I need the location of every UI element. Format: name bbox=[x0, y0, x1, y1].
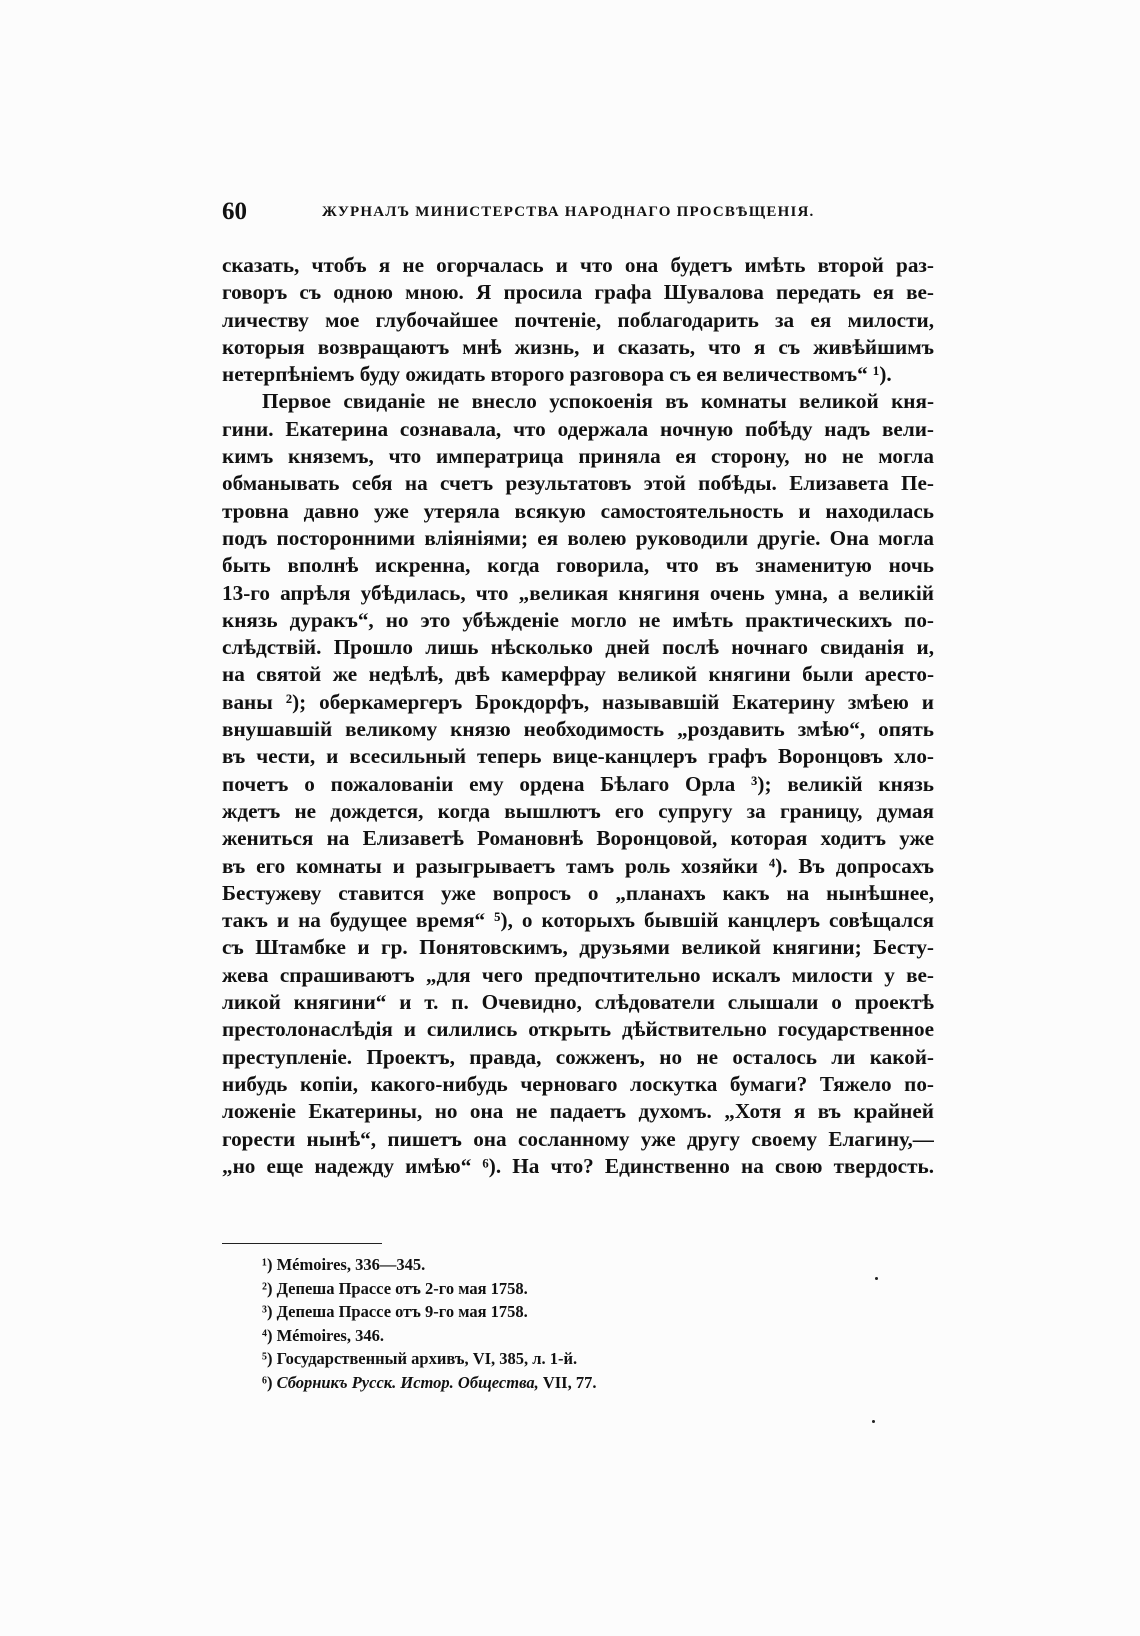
footnote-mark: ¹) bbox=[262, 1255, 273, 1274]
text-line: въ его комнаты и разыгрываетъ тамъ роль хозяйки ⁴). Въ допросахъ bbox=[222, 853, 934, 878]
text-line: обманывать себя на счетъ результатовъ этой побѣды. Елизавета Пе- bbox=[222, 471, 934, 496]
text-line: говоръ съ одною мною. Я просила графа Шувалова передать ея ве- bbox=[222, 280, 934, 305]
footnote bbox=[262, 1277, 862, 1301]
footnote bbox=[262, 1300, 862, 1324]
footnote bbox=[262, 1347, 862, 1371]
text-line: ложеніе Екатерины, но она не падаетъ духомъ. „Хотя я въ крайней bbox=[222, 1099, 934, 1124]
text-line: ждетъ не дождется, когда вышлютъ его супругу за границу, думая bbox=[222, 798, 934, 823]
text-line: сказать, чтобъ я не огорчалась и что она будетъ имѣть второй раз- bbox=[222, 253, 934, 277]
footnote-text: Депеша Прассе отъ 2-го мая 1758. bbox=[276, 1278, 528, 1298]
text-line: почетъ о пожалованіи ему ордена Бѣлаго Орла ³); великій князь bbox=[222, 771, 934, 796]
footnote-text: Депеша Прассе отъ 9-го мая 1758. bbox=[276, 1302, 528, 1322]
text-line: на святой же недѣлѣ, двѣ камерфрау великой княгини были аресто- bbox=[222, 662, 934, 687]
text-line: такъ и на будущее время“ ⁵), о которыхъ бывшій канцлеръ совѣщался bbox=[222, 908, 934, 933]
footnote-text: Mémoires, 346. bbox=[276, 1325, 384, 1345]
text-line: подъ посторонними вліяніями; ея волею руководили другіе. Она могла bbox=[222, 525, 934, 550]
footnote-mark: ⁵) bbox=[262, 1349, 273, 1369]
footnote-mark: ⁶) bbox=[262, 1372, 273, 1392]
page-number: 60 bbox=[222, 198, 247, 225]
text-line: нетерпѣніемъ буду ожидать второго разговора съ ея величествомъ“ ¹). bbox=[222, 362, 892, 387]
text-line: 13-го апрѣля убѣдилась, что „великая княгиня очень умна, а великій bbox=[222, 580, 934, 605]
text-line: жева спрашиваютъ „для чего предпочтительно искалъ милости у ве- bbox=[222, 962, 934, 987]
footnote bbox=[262, 1324, 862, 1348]
text-line: Первое свиданіе не внесло успокоенія въ комнаты великой кня- bbox=[262, 389, 934, 414]
footnote-mark: ²) bbox=[262, 1278, 273, 1298]
footnote-mark: ³) bbox=[262, 1302, 273, 1322]
print-speck bbox=[875, 1277, 878, 1280]
text-line: жениться на Елизаветѣ Романовнѣ Воронцовой, которая ходитъ уже bbox=[222, 826, 934, 851]
footnote-text: Mémoires, 336—345. bbox=[276, 1255, 426, 1274]
footnote-text: Государственный архивъ, VI, 385, л. 1-й. bbox=[276, 1349, 578, 1369]
text-line: преступленіе. Проектъ, правда, сожженъ, но не осталось ли какой- bbox=[222, 1044, 934, 1069]
text-line: въ чести, и всесильный теперь вице-канцлеръ графъ Воронцовъ хло- bbox=[222, 744, 934, 769]
footnote-mark: ⁴) bbox=[262, 1325, 273, 1345]
text-line: престолонаслѣдія и силились открыть дѣйствительно государственное bbox=[222, 1017, 934, 1042]
text-line: гини. Екатерина сознавала, что одержала ночную побѣду надъ вели- bbox=[222, 416, 934, 441]
text-line: Бестужеву ставится уже вопросъ о „планахъ какъ на нынѣшнее, bbox=[222, 880, 934, 905]
text-line: кимъ княземъ, что императрица приняла ея сторону, но не могла bbox=[222, 444, 934, 469]
text-line: нибудь копіи, какого-нибудь черноваго лоскутка бумаги? Тяжело по- bbox=[222, 1071, 934, 1096]
text-line: которыя возвращаютъ мнѣ жизнь, и сказать, что я съ живѣйшимъ bbox=[222, 334, 934, 359]
print-speck bbox=[872, 1420, 875, 1423]
text-line: ликой княгини“ и т. п. Очевидно, слѣдователи слышали о проектѣ bbox=[222, 990, 934, 1015]
footnotes bbox=[262, 1253, 862, 1395]
text-line: быть вполнѣ искренна, когда говорила, что въ знаменитую ночь bbox=[222, 553, 934, 578]
text-line: личеству мое глубочайшее почтеніе, поблагодарить за ея милости, bbox=[222, 307, 934, 332]
footnote-italic-title: Сборникъ Русск. Истор. Общества, bbox=[276, 1372, 539, 1392]
text-line: внушавшій великому князю необходимость „роздавить змѣю“, опять bbox=[222, 717, 934, 742]
text-line: князь дуракъ“, но это убѣжденіе могло не имѣть практическихъ по- bbox=[222, 607, 934, 632]
text-line: горести нынѣ“, пишетъ она сосланному уже другу своему Елагину,— bbox=[222, 1126, 934, 1151]
footnote-text: VII, 77. bbox=[542, 1372, 597, 1392]
footnote bbox=[262, 1253, 862, 1277]
text-line: слѣдствій. Прошло лишь нѣсколько дней послѣ ночнаго свиданія и, bbox=[222, 635, 934, 660]
page-header bbox=[222, 198, 934, 232]
footnote-divider bbox=[222, 1243, 382, 1244]
footnote bbox=[262, 1371, 862, 1395]
body-text bbox=[222, 252, 934, 1180]
text-line: тровна давно уже утеряла всякую самостоятельность и находилась bbox=[222, 498, 934, 523]
text-line: ваны ²); оберкамергеръ Брокдорфъ, называвшій Екатерину змѣею и bbox=[222, 689, 934, 714]
text-line: съ Штамбке и гр. Понятовскимъ, друзьями великой княгини; Бесту- bbox=[222, 935, 934, 960]
running-title: ЖУРНАЛЪ МИНИСТЕРСТВА НАРОДНАГО ПРОСВѢЩЕНІЯ. bbox=[322, 204, 815, 220]
text-line: „но еще надежду имѣю“ ⁶). На что? Единственно на свою твердость. bbox=[222, 1153, 934, 1178]
